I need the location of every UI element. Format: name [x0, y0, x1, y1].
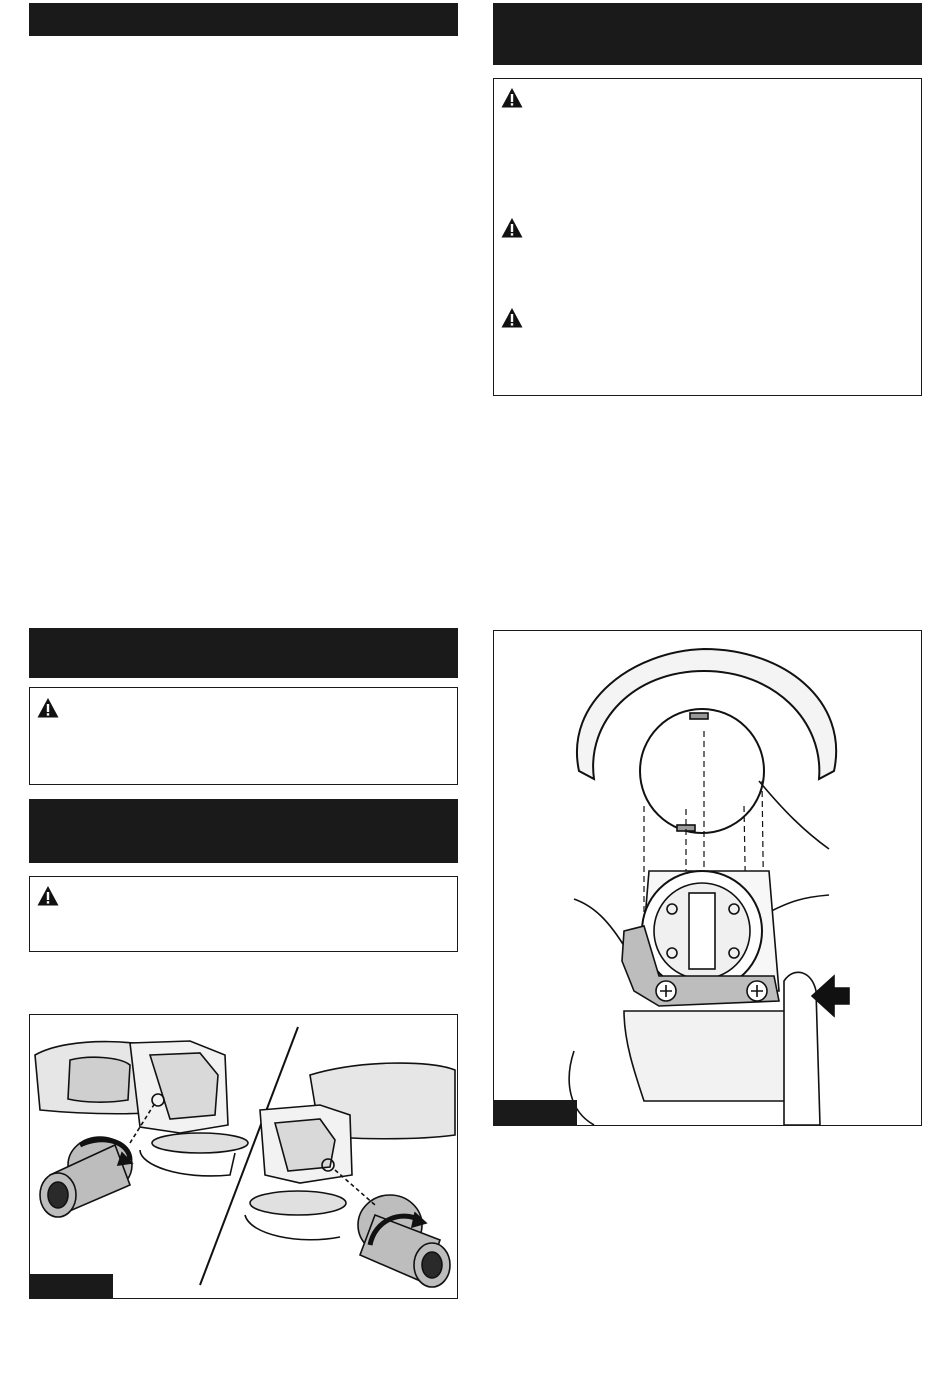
section-header-bar	[493, 3, 922, 65]
figure-side-handle	[29, 1014, 458, 1299]
figure-wheel-guard	[493, 630, 922, 1126]
warning-triangle-icon	[501, 87, 523, 109]
warning-triangle-icon	[37, 885, 59, 907]
section-header-bar	[29, 628, 458, 678]
section-header-bar	[29, 3, 458, 36]
warning-triangle-icon	[501, 307, 523, 329]
warning-box	[493, 78, 922, 396]
warning-box	[29, 876, 458, 952]
figure-label	[494, 1100, 577, 1125]
warning-triangle-icon	[501, 217, 523, 239]
wheel-guard-illustration	[494, 631, 921, 1125]
warning-box	[29, 687, 458, 785]
warning-triangle-icon	[37, 697, 59, 719]
grinder-handle-illustration	[30, 1015, 457, 1298]
section-header-bar	[29, 799, 458, 863]
figure-label	[30, 1274, 113, 1298]
